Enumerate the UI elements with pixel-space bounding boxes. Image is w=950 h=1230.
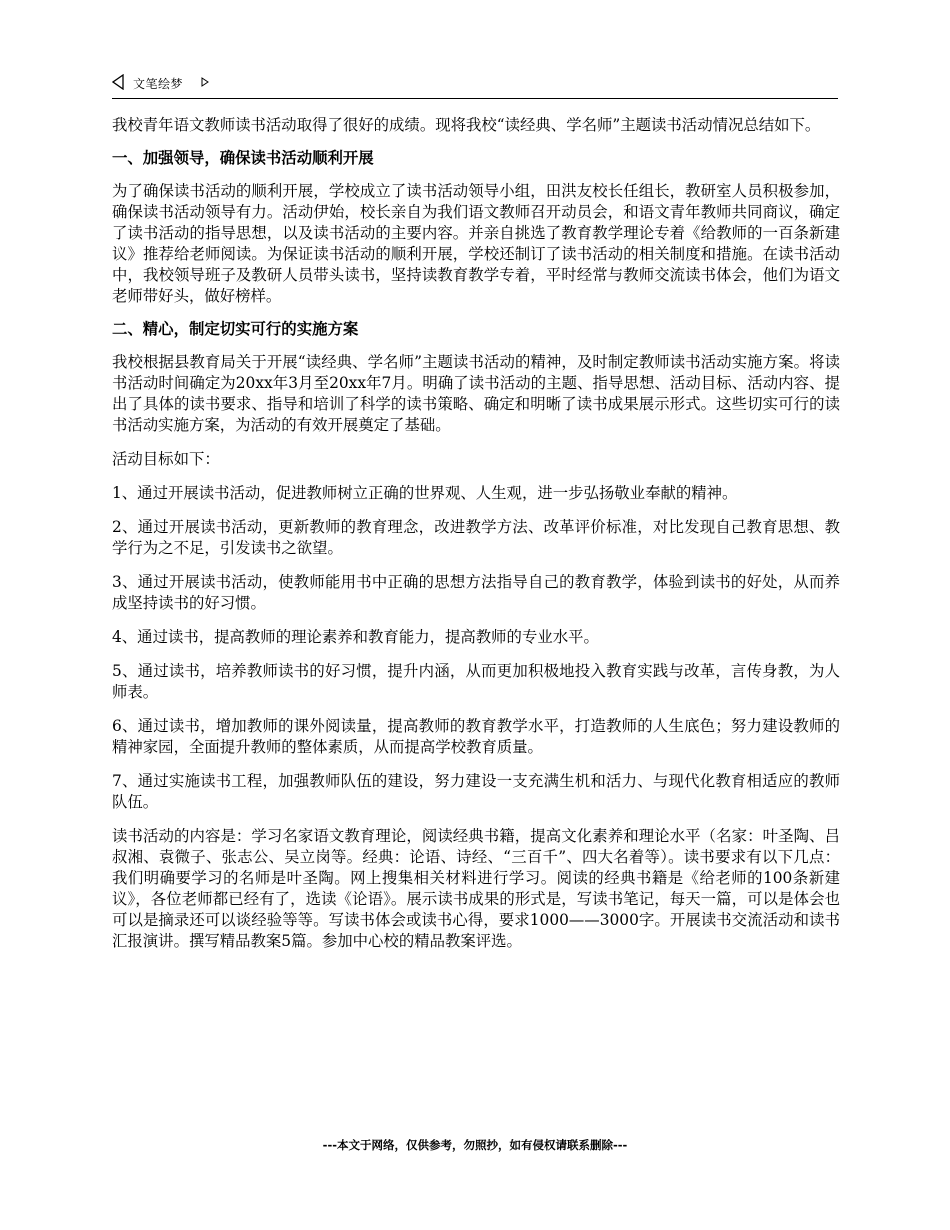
section-1-paragraph: 为了确保读书活动的顺利开展，学校成立了读书活动领导小组，田洪友校长任组长，教研室人员积极参加，确保读书活动领导有力。活动伊始，校长亲自为我们语文教师召开动员会，和语文青年教师共同商议，确定了读书活动的指导思想，以及读书活动的主要内容。并亲自挑选了教育教学理论专着《给教师的一百条新建议》推荐给老师阅读。为保证读书活动的顺利开展，学校还制订了读书活动的相关制度和措施。在读书活动中，我校领导班子及教研人员带头读书，坚持读教育教学专着，平时经常与教师交流读书体会，他们为语文老师带好头，做好榜样。 bbox=[112, 182, 840, 305]
activity-content-paragraph: 读书活动的内容是：学习名家语文教育理论，阅读经典书籍，提高文化素养和理论水平（名家：叶圣陶、吕叔湘、袁微子、张志公、吴立岗等。经典：论语、诗经、“三百千”、四大名着等）。读书要求有以下几点：我们明确要学习的名师是叶圣陶。网上搜集相关材料进行学习。阅读的经典书籍是《给老师的100条新建议》，各位老师都已经有了，选读《论语》。展示读书成果的形式是，写读书笔记，每天一篇，可以是体会也可以是摘录还可以谈经验等等。写读书体会或读书心得，要求1000——3000字。开展读书交流活动和读书汇报演讲。撰写精品教案5篇。参加中心校的精品教案评选。 bbox=[112, 827, 840, 950]
intro-paragraph: 我校青年语文教师读书活动取得了很好的成绩。现将我校“读经典、学名师”主题读书活动情况总结如下。 bbox=[112, 116, 821, 134]
document-body bbox=[112, 115, 840, 952]
goal-item-1: 1、通过开展读书活动，促进教师树立正确的世界观、人生观，进一步弘扬敬业奉献的精神。 bbox=[112, 484, 738, 502]
goal-item-4: 4、通过读书，提高教师的理论素养和教育能力，提高教师的专业水平。 bbox=[112, 628, 599, 646]
page-footer: ---本文于网络，仅供参考，勿照抄，如有侵权请联系删除--- bbox=[322, 1138, 628, 1152]
triangle-left-icon bbox=[112, 74, 124, 90]
goal-item-5: 5、通过读书，培养教师读书的好习惯，提升内涵，从而更加积极地投入教育实践与改革，言传身教，为人师表。 bbox=[112, 662, 840, 701]
goals-intro: 活动目标如下： bbox=[112, 450, 220, 468]
page-header bbox=[112, 72, 838, 99]
section-heading-2: 二、精心，制定切实可行的实施方案 bbox=[112, 320, 359, 338]
header-title: 文笔绘梦 bbox=[133, 77, 184, 91]
goal-item-3: 3、通过开展读书活动，使教师能用书中正确的思想方法指导自己的教育教学，体验到读书的好处，从而养成坚持读书的好习惯。 bbox=[112, 573, 840, 612]
section-2-paragraph: 我校根据县教育局关于开展“读经典、学名师”主题读书活动的精神，及时制定教师读书活动实施方案。将读书活动时间确定为20xx年3月至20xx年7月。明确了读书活动的主题、指导思想、活动目标、活动内容、提出了具体的读书要求、指导和培训了科学的读书策略、确定和明晰了读书成果展示形式。这些切实可行的读书活动实施方案，为活动的有效开展奠定了基础。 bbox=[112, 353, 840, 434]
goal-item-7: 7、通过实施读书工程，加强教师队伍的建设，努力建设一支充满生机和活力、与现代化教育相适应的教师队伍。 bbox=[112, 772, 840, 811]
section-heading-1: 一、加强领导，确保读书活动顺利开展 bbox=[112, 149, 374, 167]
triangle-right-icon bbox=[201, 77, 209, 87]
goal-item-2: 2、通过开展读书活动，更新教师的教育理念，改进教学方法、改革评价标准，对比发现自己教育思想、教学行为之不足，引发读书之欲望。 bbox=[112, 518, 840, 557]
goal-item-6: 6、通过读书，增加教师的课外阅读量，提高教师的教育教学水平，打造教师的人生底色；努力建设教师的精神家园，全面提升教师的整体素质，从而提高学校教育质量。 bbox=[112, 717, 840, 756]
